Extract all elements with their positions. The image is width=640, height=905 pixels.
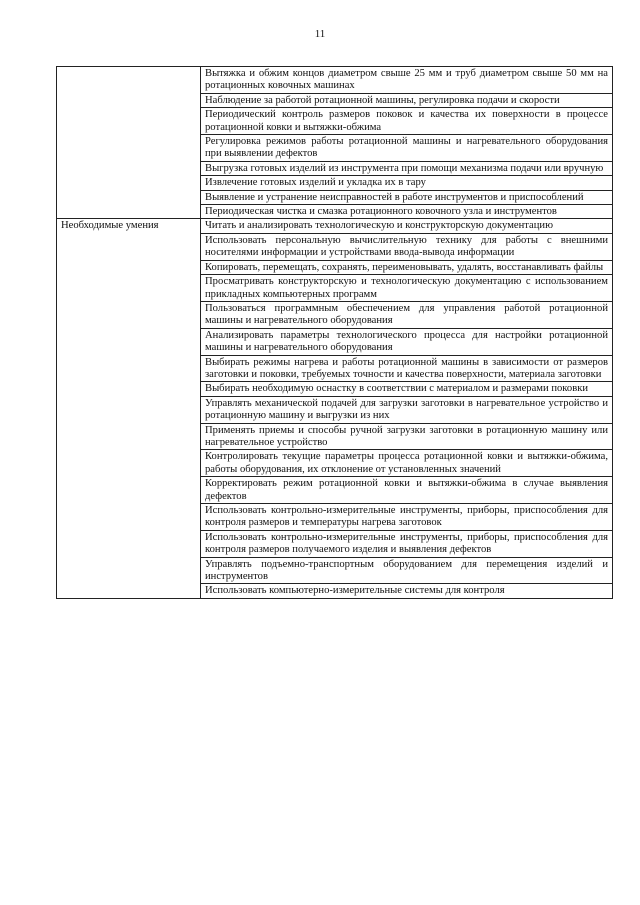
table-cell: Использовать персональную вычислительную технику для работы с внешними носителями информации и устройствами ввода-вывода информации: [201, 233, 613, 260]
table-cell: Периодическая чистка и смазка ротационного ковочного узла и инструментов: [201, 205, 613, 219]
table-row: [57, 67, 613, 94]
empty-label-cell: [57, 67, 201, 219]
table-cell: Корректировать режим ротационной ковки и вытяжки-обжима в случае выявления дефектов: [201, 477, 613, 504]
table-cell: Выгрузка готовых изделий из инструмента при помощи механизма подачи или вручную: [201, 161, 613, 175]
table-cell: Вытяжка и обжим концов диаметром свыше 25 мм и труб диаметром свыше 50 мм на ротационных ковочных машинах: [201, 67, 613, 94]
table-cell: Просматривать конструкторскую и технологическую документацию с использованием прикладных компьютерных программ: [201, 275, 613, 302]
table-cell: Управлять механической подачей для загрузки заготовки в нагревательное устройство и ротационную машину и выгрузки из них: [201, 396, 613, 423]
table-cell: Использовать контрольно-измерительные инструменты, приборы, приспособления для контроля размеров и температуры нагрева заготовок: [201, 504, 613, 531]
table-cell: Пользоваться программным обеспечением для управления работой ротационной машины и нагревательного оборудования: [201, 301, 613, 328]
table-row: [57, 219, 613, 233]
table-cell: Управлять подъемно-транспортным оборудованием для перемещения изделий и инструментов: [201, 557, 613, 584]
table-cell: Применять приемы и способы ручной загрузки заготовки в ротационную машину или нагревательное устройство: [201, 423, 613, 450]
table-cell: Регулировка режимов работы ротационной машины и нагревательного оборудования при выявлении дефектов: [201, 135, 613, 162]
table-cell: Извлечение готовых изделий и укладка их в тару: [201, 176, 613, 190]
table-cell: Выявление и устранение неисправностей в работе инструментов и приспособлений: [201, 190, 613, 204]
table-cell: Анализировать параметры технологического процесса для настройки ротационной машины и нагревательного оборудования: [201, 328, 613, 355]
table-cell: Использовать контрольно-измерительные инструменты, приборы, приспособления для контроля размеров получаемого изделия и выявления дефектов: [201, 530, 613, 557]
table-cell: Периодический контроль размеров поковок и качества их поверхности в процессе ротационной ковки и вытяжки-обжима: [201, 108, 613, 135]
section-label-skills: Необходимые умения: [57, 219, 201, 598]
table-cell: Читать и анализировать технологическую и конструкторскую документацию: [201, 219, 613, 233]
table-cell: Контролировать текущие параметры процесса ротационной ковки и вытяжки-обжима, работы оборудования, их отклонение от установленных значений: [201, 450, 613, 477]
page-number: 11: [314, 28, 326, 40]
table-cell: Выбирать необходимую оснастку в соответствии с материалом и размерами поковки: [201, 382, 613, 396]
requirements-table: [56, 66, 613, 599]
table-cell: Копировать, перемещать, сохранять, переименовывать, удалять, восстанавливать файлы: [201, 260, 613, 274]
table-cell: Использовать компьютерно-измерительные системы для контроля: [201, 584, 613, 598]
table-cell: Наблюдение за работой ротационной машины, регулировка подачи и скорости: [201, 93, 613, 107]
table-cell: Выбирать режимы нагрева и работы ротационной машины в зависимости от размеров заготовки и поковки, требуемых точности и качества поверхности, материала заготовки: [201, 355, 613, 382]
